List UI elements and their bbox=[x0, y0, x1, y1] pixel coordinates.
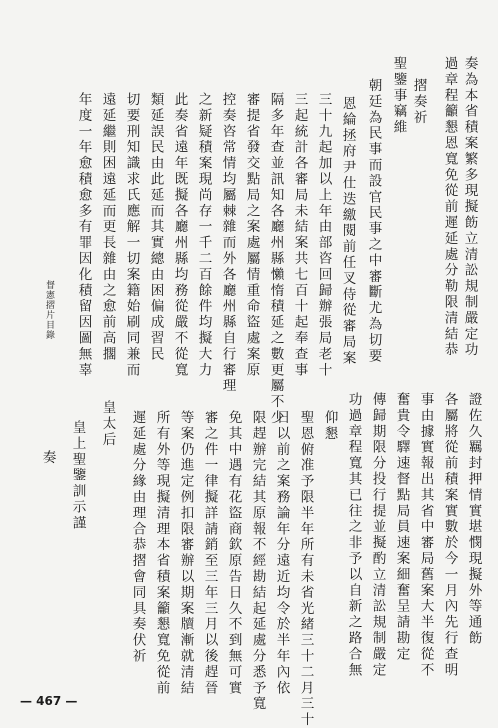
text-column: 控奏咨常情均屬棘雜而外各廳州縣自行審理 bbox=[219, 92, 236, 395]
text-column: 遠延繼則困遠延而更長雜由之愈前高擱 bbox=[99, 92, 116, 363]
text-column: 切要刑知識求氏應解一切案籍始刷同兼而 bbox=[123, 92, 140, 379]
text-column: 過章程籲懇恩寬免從前遲延處分勒限清結恭 bbox=[441, 56, 458, 359]
text-column: 審提省發交點局之案處屬情重命盜處案原 bbox=[243, 92, 260, 379]
text-column: 聖鑒事竊維 bbox=[390, 56, 407, 136]
text-column: 日以前之案務論年分遠近均令於半年內依 bbox=[273, 410, 290, 697]
text-column: 奏 bbox=[39, 450, 56, 466]
text-column: 類延誤民由此延而其實總由困偏成習民 bbox=[147, 92, 164, 363]
header-note: 督憲摺片目錄 bbox=[44, 280, 54, 340]
text-column: 仰懇 bbox=[321, 410, 338, 442]
text-column: 摺奏祈 bbox=[410, 78, 427, 126]
text-column: 奮貴令驛速督點局員速案細奮呈請勘定 bbox=[393, 392, 410, 663]
text-column: 之新疑積案現尚存一千二百餘件均擬大力 bbox=[195, 92, 212, 379]
text-column: 隔多年查並訊知各廳州縣懶惰積延之數更屬不少 bbox=[267, 92, 284, 426]
text-column: 免其中遇有花盜商欽原告日久不到無可實 bbox=[225, 410, 242, 697]
text-column: 三起統計各審局未結案共七百十起奉查事 bbox=[291, 92, 308, 379]
page-number: — 467 — bbox=[20, 694, 78, 708]
text-column: 遲延處分緣由理合恭摺會同具奏伏祈 bbox=[129, 410, 146, 665]
text-column: 功過章程寬其已往之非予以自新之路合無 bbox=[345, 392, 362, 679]
text-column: 奏為本省積案繁多現擬飭立清訟規制嚴定功 bbox=[461, 56, 478, 359]
text-column: 審之件一律擬詳請銷至三年三月以後趕晉 bbox=[201, 410, 218, 697]
text-column: 各屬將從前積案實數於今一月內先行查明 bbox=[441, 392, 458, 679]
text-column: 聖恩俯准予限半年所有未省光緒三十二月三十 bbox=[297, 410, 314, 728]
text-column: 傳歸期限分投行提並擬酌立清訟規制嚴定 bbox=[369, 392, 386, 679]
text-column: 此奏省遠年既擬各廳州縣均務從嚴不從寬 bbox=[171, 92, 188, 379]
text-column: 等案仍進定例扣限審辦以期案牘漸就清結 bbox=[177, 410, 194, 697]
text-column: 事由據實報出其省中審局舊案大半復從不 bbox=[417, 392, 434, 679]
text-column: 皇上聖鑒訓示謹 bbox=[69, 420, 86, 532]
text-column: 限趕辦完結其原報不經勘結起延處分悉予寬 bbox=[249, 410, 266, 713]
text-column: 年度一年愈積愈多有罪因化積留因圖無辜 bbox=[75, 92, 92, 379]
text-column: 三十九起加以上年由部咨回歸辦張局老十 bbox=[315, 92, 332, 379]
text-column: 證佐久羈封押情實堪憫現擬外等通飭 bbox=[465, 392, 482, 647]
text-column: 朝廷為民事而設官民事之中審斷尤為切要 bbox=[365, 78, 382, 365]
text-column: 皇太后 bbox=[99, 400, 116, 448]
text-column: 恩綸拯府尹仕迭繳閱前任叉侍從審局案 bbox=[339, 96, 356, 367]
text-column: 所有外等現擬清理本省積案籲懇寬免從前 bbox=[153, 410, 170, 697]
